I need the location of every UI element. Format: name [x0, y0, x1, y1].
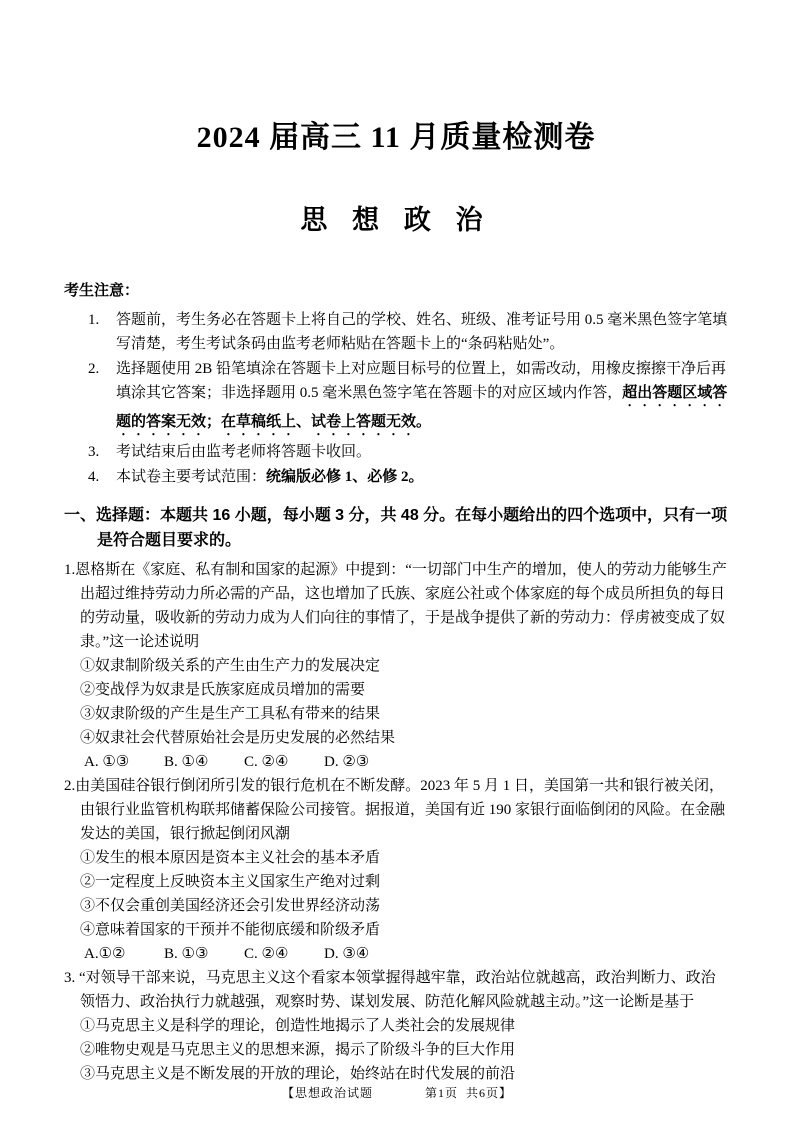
question-stem-text: 恩格斯在《家庭、私有制和国家的起源》中提到：“一切部门中生产的增加，使人的劳动力能够生产出超过维持劳动力所必需的产品，这也增加了氏族、家庭公社或个体家庭的每个成员所担负的每日的劳动量，吸收新的劳动力成为人们向往的事情了，于是战争提供了新的劳动力：俘虏被变成了奴隶。”这一论述说明	[75, 562, 727, 650]
notice-item-text	[116, 465, 728, 489]
notice-item-3	[64, 440, 728, 464]
question-number: 2.	[64, 778, 76, 794]
option-c: C. ②④	[244, 754, 289, 770]
notice-item-3-segment: 考试结束后由监考老师将答题卡收回。	[116, 444, 372, 460]
question-list	[64, 558, 728, 1086]
option-c: C. ②④	[244, 946, 289, 962]
option-a: A.①②	[84, 946, 126, 962]
question-statement: ②变战俘为奴隶是氏族家庭成员增加的需要	[80, 682, 366, 698]
question-stem	[64, 558, 728, 654]
question-statement: ④意味着国家的干预并不能彻底缓和阶级矛盾	[80, 922, 381, 938]
question-number: 3.	[64, 970, 79, 986]
notice-heading: 考生注意：	[64, 283, 140, 299]
question-stem	[64, 966, 728, 1014]
question-2	[64, 774, 728, 966]
option-a: A. ①③	[84, 754, 130, 770]
paper-title: 2024 届高三 11 月质量检测卷	[196, 121, 596, 154]
question-statement: ①马克思主义是科学的理论，创造性地揭示了人类社会的发展规律	[80, 1018, 516, 1034]
question-stem-text: 由美国硅谷银行倒闭所引发的银行危机在不断发酵。2023 年 5 月 1 日，美国第一共和银行被关闭，由银行业监管机构联邦储蓄保险公司接管。据报道，美国有近 190 家银行面临倒闭的风险。在金融发达的美国，银行掀起倒闭风潮	[75, 778, 726, 842]
question-3	[64, 966, 728, 1086]
notice-item-number: 3.	[88, 444, 100, 460]
question-statement: ③奴隶阶级的产生是生产工具私有带来的结果	[80, 706, 381, 722]
question-statement: ①奴隶制阶级关系的产生由生产力的发展决定	[80, 658, 381, 674]
notice-item-text	[116, 308, 728, 356]
question-number: 1.	[64, 562, 76, 578]
question-statement: ③不仅会重创美国经济还会引发世界经济动荡	[80, 898, 381, 914]
notice-item-1-segment: 答题前，考生务必在答题卡上将自己的学校、姓名、班级、准考证号用 0.5 毫米黑色签字笔填写清楚，考生考试条码由监考老师粘贴在答题卡上的“条码粘贴处”。	[116, 312, 728, 352]
question-statement: ④奴隶社会代替原始社会是历史发展的必然结果	[80, 730, 396, 746]
question-options-row	[80, 942, 728, 966]
notice-item-number: 1.	[88, 312, 100, 328]
notice-list	[64, 308, 728, 489]
notice-item-text	[116, 357, 728, 439]
question-1	[64, 558, 728, 774]
notice-item-1	[64, 308, 728, 356]
footer-page-number: 第1页 共6页】	[425, 1086, 513, 1100]
notice-item-number: 2.	[88, 361, 100, 377]
footer-paper-name: 【思想政治试题	[281, 1086, 373, 1100]
paper-subject-title: 思 想 政 治	[300, 205, 492, 235]
notice-item-2-segment-normal: 选择题使用 2B 铅笔填涂在答题卡上对应题目标号的位置上，如需改动，用橡皮擦擦干净后再填涂其它答案；非选择题用 0.5 毫米黑色签字笔在答题卡的对应区域内作答，	[116, 361, 727, 401]
question-stem	[64, 774, 728, 846]
option-b: B. ①③	[164, 946, 209, 962]
notice-item-text	[116, 440, 728, 464]
notice-item-4-segment-normal: 本试卷主要考试范围：	[116, 469, 267, 485]
notice-item-2	[64, 357, 728, 439]
question-statement: ②一定程度上反映资本主义国家生产绝对过剩	[80, 874, 381, 890]
notice-item-4-segment-bold: 统编版必修 1、必修 2。	[266, 469, 424, 485]
question-stem-text: “对领导干部来说，马克思主义这个看家本领掌握得越牢靠，政治站位就越高，政治判断力、政治领悟力、政治执行力就越强，观察时势、谋划发展、防范化解风险就越主动。”这一论断是基于	[79, 970, 716, 1010]
question-statement: ①发生的根本原因是资本主义社会的基本矛盾	[80, 850, 381, 866]
page-footer	[0, 1085, 794, 1101]
notice-item-4	[64, 465, 728, 489]
option-b: B. ①④	[164, 754, 209, 770]
question-statement: ③马克思主义是不断发展的开放的理论，始终站在时代发展的前沿	[80, 1066, 516, 1082]
question-statement: ②唯物史观是马克思主义的思想来源，揭示了阶级斗争的巨大作用	[80, 1042, 516, 1058]
notice-item-number: 4.	[88, 469, 100, 485]
section-heading-multiple-choice: 一、选择题：本题共 16 小题，每小题 3 分，共 48 分。在每小题给出的四个选项中，只有一项是符合题目要求的。	[64, 507, 728, 549]
question-options-row	[80, 750, 728, 774]
option-d: D. ③④	[324, 946, 370, 962]
option-d: D. ②③	[324, 754, 370, 770]
notice-item-2-segment-emphasized: 超出答题区域答题的答案无效；在草稿纸上、试卷上答题无效。	[116, 385, 728, 430]
